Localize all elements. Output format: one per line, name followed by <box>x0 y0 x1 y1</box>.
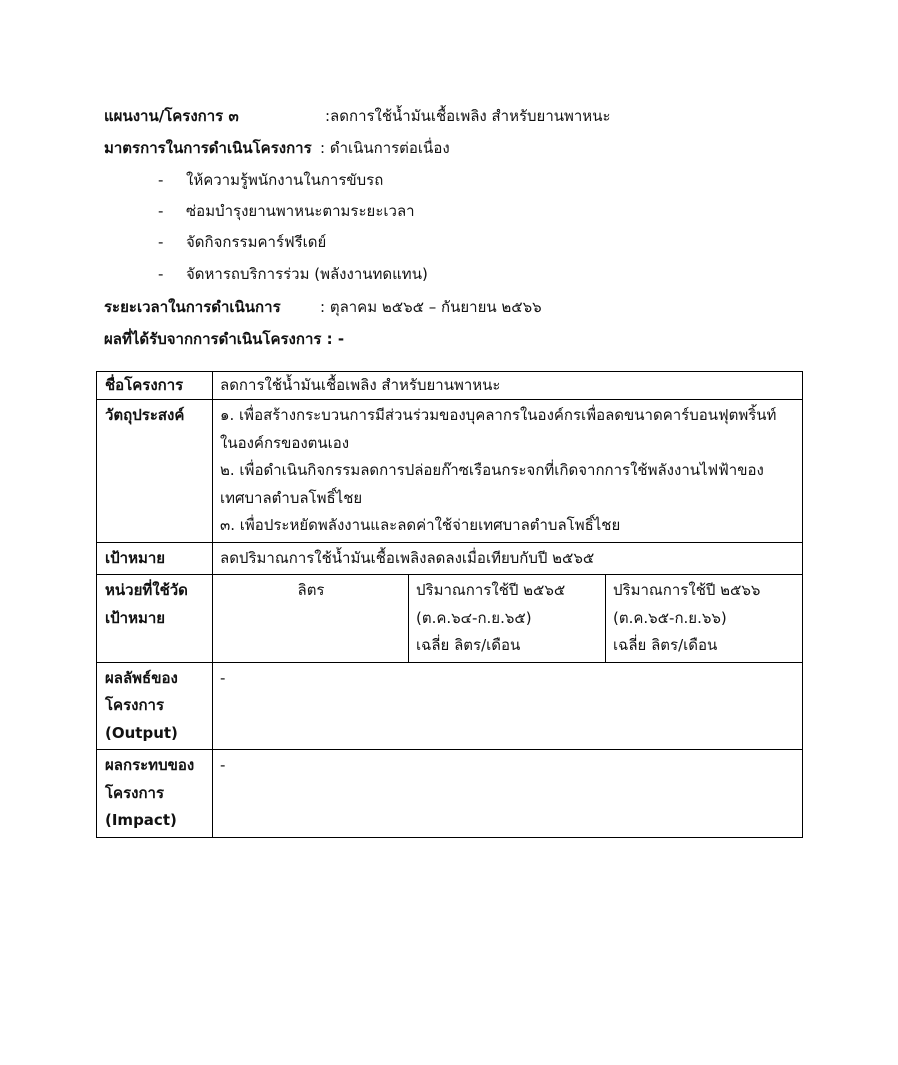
unit-label-line: หน่วยที่ใช้วัด <box>105 581 188 599</box>
table-row <box>97 575 803 663</box>
period-value: : ตุลาคม ๒๕๖๕ – กันยายน ๒๕๖๖ <box>320 298 542 316</box>
objective-line: ๑. เพื่อสร้างกระบวนการมีส่วนร่วมของบุคลากรในองค์กรเพื่อลดขนาดคาร์บอนฟุตพริ้นท์ <box>220 406 777 424</box>
period-label: ระยะเวลาในการดำเนินการ <box>104 298 281 316</box>
table-row <box>97 750 803 838</box>
usage-2565-line: เฉลี่ย ลิตร/เดือน <box>416 636 521 654</box>
impact-label-line: โครงการ <box>105 783 165 802</box>
objective-line: ๓. เพื่อประหยัดพลังงานและลดค่าใช้จ่ายเทศบาลตำบลโพธิ์ไชย <box>220 516 621 534</box>
objective-line: ๒. เพื่อดำเนินกิจกรรมลดการปล่อยก๊าซเรือนกระจกที่เกิดจากการใช้พลังงานไฟฟ้าของ <box>220 461 764 479</box>
bullet-item: ซ่อมบำรุงยานพาหนะตามระยะเวลา <box>186 202 415 220</box>
project-name-label: ชื่อโครงการ <box>97 372 213 400</box>
target-value: ลดปริมาณการใช้น้ำมันเชื้อเพลิงลดลงเมื่อเทียบกับปี ๒๕๖๕ <box>213 542 803 575</box>
result-label: ผลที่ได้รับจากการดำเนินโครงการ : - <box>104 330 345 348</box>
objective-list <box>213 400 803 543</box>
objective-line: เทศบาลตำบลโพธิ์ไชย <box>220 488 363 507</box>
impact-label-line: ผลกระทบของ <box>105 756 195 774</box>
usage-2566-cell <box>606 575 803 663</box>
bullet-item: ให้ความรู้พนักงานในการขับรถ <box>186 171 384 189</box>
impact-label-line: (Impact) <box>105 811 177 829</box>
unit-value: ลิตร <box>213 575 409 663</box>
table-row <box>97 542 803 575</box>
output-value: - <box>213 662 803 750</box>
unit-label-line: เป้าหมาย <box>105 608 166 627</box>
usage-2566-line: ปริมาณการใช้ปี ๒๕๖๖ <box>613 581 761 599</box>
plan-label: แผนงาน/โครงการ ๓ <box>104 107 239 125</box>
table-row <box>97 400 803 543</box>
bullet-dash: - <box>158 233 164 251</box>
output-label <box>97 662 213 750</box>
usage-2566-line: เฉลี่ย ลิตร/เดือน <box>613 636 718 654</box>
bullet-dash: - <box>158 171 164 189</box>
measure-value: : ดำเนินการต่อเนื่อง <box>320 139 450 157</box>
objective-label: วัตถุประสงค์ <box>97 400 213 543</box>
table-row <box>97 372 803 400</box>
output-label-line: ผลลัพธ์ของ <box>105 668 178 687</box>
impact-value: - <box>213 750 803 838</box>
table-row <box>97 662 803 750</box>
usage-2565-line: ปริมาณการใช้ปี ๒๕๖๕ <box>416 581 566 599</box>
impact-label <box>97 750 213 838</box>
target-label: เป้าหมาย <box>97 542 213 575</box>
plan-value: :ลดการใช้น้ำมันเชื้อเพลิง สำหรับยานพาหนะ <box>325 107 611 125</box>
objective-line: ในองค์กรของตนเอง <box>220 433 350 452</box>
usage-2565-cell <box>409 575 606 663</box>
bullet-item: จัดหารถบริการร่วม (พลังงานทดแทน) <box>186 265 428 283</box>
bullet-dash: - <box>158 265 164 283</box>
unit-label <box>97 575 213 663</box>
usage-2565-line: (ต.ค.๖๔-ก.ย.๖๕) <box>416 608 532 627</box>
project-name-value: ลดการใช้น้ำมันเชื้อเพลิง สำหรับยานพาหนะ <box>213 372 803 400</box>
measure-label: มาตรการในการดำเนินโครงการ <box>104 139 312 157</box>
usage-2566-line: (ต.ค.๖๕-ก.ย.๖๖) <box>613 608 727 627</box>
output-label-line: (Output) <box>105 723 178 742</box>
bullet-item: จัดกิจกรรมคาร์ฟรีเดย์ <box>186 233 327 251</box>
output-label-line: โครงการ <box>105 696 165 714</box>
project-table <box>96 371 803 838</box>
bullet-dash: - <box>158 202 164 220</box>
